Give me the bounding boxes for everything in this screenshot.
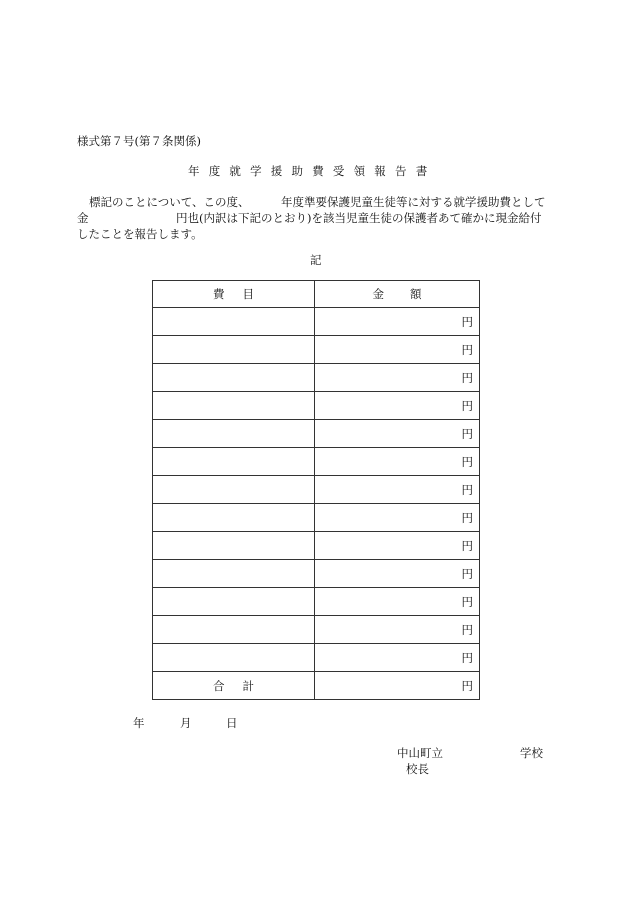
amount-cell: 円 — [315, 560, 480, 588]
ki-heading: 記 — [310, 253, 322, 267]
document-title: 年度就学援助費受領報告書 — [188, 164, 437, 178]
item-cell — [153, 420, 315, 448]
item-cell — [153, 364, 315, 392]
amount-cell: 円 — [315, 308, 480, 336]
amount-cell: 円 — [315, 364, 480, 392]
principal-label: 校長 — [406, 762, 429, 776]
amount-cell: 円 — [315, 420, 480, 448]
amount-cell: 円 — [315, 616, 480, 644]
table-row — [153, 308, 480, 336]
amount-cell: 円 — [315, 588, 480, 616]
total-label: 合計 — [153, 672, 315, 700]
body-text-line1-start: 標記のことについて、この度、 — [89, 195, 250, 209]
item-cell — [153, 392, 315, 420]
expense-table — [152, 280, 480, 700]
date-month-label: 月 — [180, 716, 192, 730]
table-row — [153, 364, 480, 392]
total-amount: 円 — [315, 672, 480, 700]
table-row — [153, 532, 480, 560]
table-row — [153, 504, 480, 532]
total-row — [153, 672, 480, 700]
school-name-prefix: 中山町立 — [397, 746, 443, 760]
form-number: 様式第７号(第７条関係) — [77, 134, 201, 148]
table-row — [153, 588, 480, 616]
item-cell — [153, 588, 315, 616]
amount-cell: 円 — [315, 504, 480, 532]
body-text-line3: したことを報告します。 — [77, 227, 203, 241]
table-row — [153, 616, 480, 644]
item-cell — [153, 644, 315, 672]
item-cell — [153, 560, 315, 588]
amount-cell: 円 — [315, 532, 480, 560]
item-cell — [153, 476, 315, 504]
item-cell — [153, 336, 315, 364]
amount-cell: 円 — [315, 476, 480, 504]
header-amount: 金額 — [315, 281, 480, 308]
body-text-amount-label: 金 — [77, 211, 89, 225]
item-cell — [153, 504, 315, 532]
table-row — [153, 644, 480, 672]
amount-cell: 円 — [315, 448, 480, 476]
item-cell — [153, 448, 315, 476]
table-row — [153, 420, 480, 448]
item-cell — [153, 308, 315, 336]
table-row — [153, 560, 480, 588]
school-name-suffix: 学校 — [520, 746, 543, 760]
table-row — [153, 392, 480, 420]
table-header-row — [153, 281, 480, 308]
amount-cell: 円 — [315, 336, 480, 364]
date-year-label: 年 — [133, 716, 145, 730]
body-text-line2: 円也(内訳は下記のとおり)を該当児童生徒の保護者あて確かに現金給付 — [176, 211, 542, 225]
body-text-line1-end: 年度準要保護児童生徒等に対する就学援助費として — [281, 195, 546, 209]
table-row — [153, 448, 480, 476]
table-row — [153, 336, 480, 364]
date-day-label: 日 — [226, 716, 238, 730]
item-cell — [153, 532, 315, 560]
header-item: 費目 — [153, 281, 315, 308]
amount-cell: 円 — [315, 392, 480, 420]
amount-cell: 円 — [315, 644, 480, 672]
item-cell — [153, 616, 315, 644]
table-row — [153, 476, 480, 504]
